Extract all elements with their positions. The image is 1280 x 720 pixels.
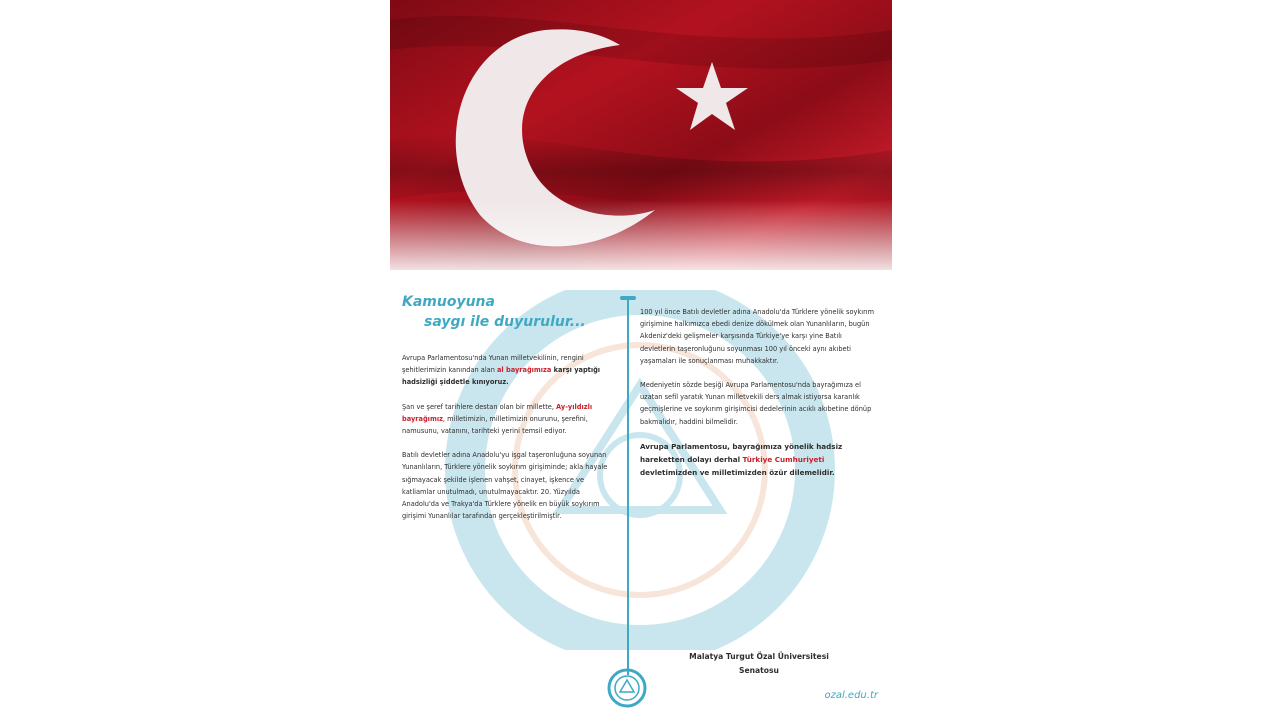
left-p2-text-b: , milletimizin, milletimizin onurunu, şerefini, namusunu, vatanını, tarihteki yerini temsil ediyor. [402,414,588,436]
right-paragraph-2: Medeniyetin sözde beşiği Avrupa Parlamentosu'nda bayrağımıza el uzatan sefil yaratık Yunan milletvekili ders almak istiyorsa karanlık geçmişlerine ve soykırım girişimcisi dedelerinin acıklı akıbetine dönüp bakmalıdır, haddini bilmelidir. [640,381,872,426]
right-paragraph-3 [640,440,878,479]
right-p3-highlight: Türkiye Cumhuriyeti [742,454,825,464]
heading-line-2: saygı ile duyurulur... [424,314,586,330]
column-divider [627,300,629,675]
right-column [640,306,878,491]
left-p2-highlight: Ay-yıldızlı bayrağımız [402,402,593,423]
right-paragraph-1: 100 yıl önce Batılı devletler adına Anadolu'da Türklere yönelik soykırım girişimine halkımızca ebedi denize dökülmek olan Yunanlıların, bugün Akdeniz'deki gelişmeler karşısında Türkiye'ye karşı yine Batılı devletlerin taşeronluğunu soyunması 100 yıl önceki aynı akıbeti yaşamaları ile sonuçlanması muhakkaktır. [640,308,875,365]
heading-line-1: Kamuoyuna [402,294,495,310]
university-seal-icon [607,668,647,708]
signature-line-2: Senatosu [739,666,779,675]
left-paragraph-3: Batılı devletler adına Anadolu'yu işgal taşeronluğuna soyunan Yunanlıların, Türklere yönelik soykırım girişiminde; akla hayale sığmayacak şekilde işlenen vahşet, cinayet, işkence ve katliamlar unutulmadı, unutulmayacaktır. 20. Yüzyılda Anadolu'da ve Trakya'da Türklere yönelik en büyük soykırım girişimi Yunanlılar tarafından gerçekleştirilmiştir. [402,451,608,521]
left-paragraph-2 [402,401,614,438]
website-link[interactable]: ozal.edu.tr [824,690,878,701]
left-p1-highlight: al bayrağımıza [496,366,552,375]
signature-line-1: Malatya Turgut Özal Üniversitesi [689,652,829,661]
left-paragraph-1 [402,352,614,389]
left-column [402,352,614,534]
announcement-poster [390,0,892,720]
right-p3-text-b: devletimizden ve milletimizden özür dilemelidir. [640,467,835,477]
left-p1-text-b: karşı yaptığı hadsizliği şiddetle kınıyoruz. [402,366,601,387]
left-p1-text-a: Avrupa Parlamentosu'nda Yunan milletvekilinin, rengini şehitlerimizin kanından alan [402,354,584,375]
right-p3-text-a: Avrupa Parlamentosu, bayrağımıza yönelik hadsiz hareketten dolayı derhal [640,441,843,464]
signature [640,650,878,678]
announcement-heading [402,292,632,332]
left-p2-text-a: Şan ve şeref tarihlere destan olan bir millette, [402,402,557,411]
turkish-flag-image [390,0,892,270]
